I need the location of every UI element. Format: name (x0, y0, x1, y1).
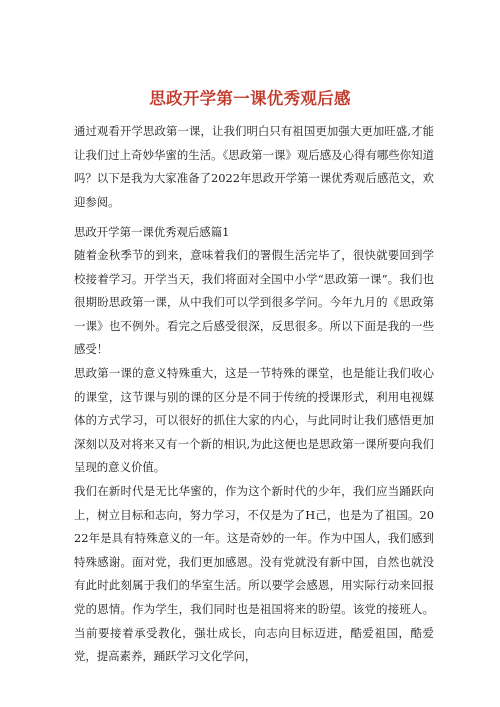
body-paragraph-3: 我们在新时代是无比华蜜的，作为这个新时代的少年，我们应当踊跃向上，树立目标和志向，努力学习，不仅是为了H己，也是为了祖国。2022年是具有特殊意义的一年。这是奇妙的一年。作为中国人，我们感到特殊感谢。面对党，我们更加感恩。没有党就没有新中国，自然也就没有此时此刻属于我们的华室生活。所以要学会感恩，用实际行动来回报党的恩情。作为学生，我们同时也是祖国将来的盼望。该党的接班人。当前要接着承受教化，强壮成长，向志向目标迈进，酷爱祖国，酷爱党，提高素养，踊跃学习文化学问， (74, 484, 434, 664)
intro-paragraph: 通过观看开学思政第一课，让我们明白只有祖国更加强大更加旺盛,才能让我们过上奇妙华蜜的生活。《思政第一课》观后感及心得有哪些你知道吗？以下是我为大家准备了2022年思政开学第一课优秀观后感范文，欢迎参阅。 (74, 124, 434, 209)
section-title: 思政开学第一课优秀观后感篇1 (74, 225, 230, 239)
body-paragraph-1: 随着金秋季节的到来，意味着我们的署假生活完毕了，很快就要回到学校接着学习。开学当天，我们将面对全国中小学“思政第一课”。我们也很期盼思政第一课，从中我们可以学到很多学问。今年九月的《思政第一课》也不例外。看完之后感受很深，反思很多。所以下面是我的一些感受！ (74, 248, 434, 357)
document-title: 思政开学第一课优秀观后感 (149, 89, 351, 109)
body-paragraph-2: 思政第一课的意义特殊重大，这是一节特殊的课堂，也是能让我们收心的课堂，这节课与别的课的区分是不同于传统的授课形式，利用电视媒体的方式学习，可以很好的抓住大家的内心，与此同时让我们感悟更加深刻以及对将来又有一个新的相识,为此这便也是思政第一课所要向我们呈现的意义价值。 (74, 366, 434, 475)
